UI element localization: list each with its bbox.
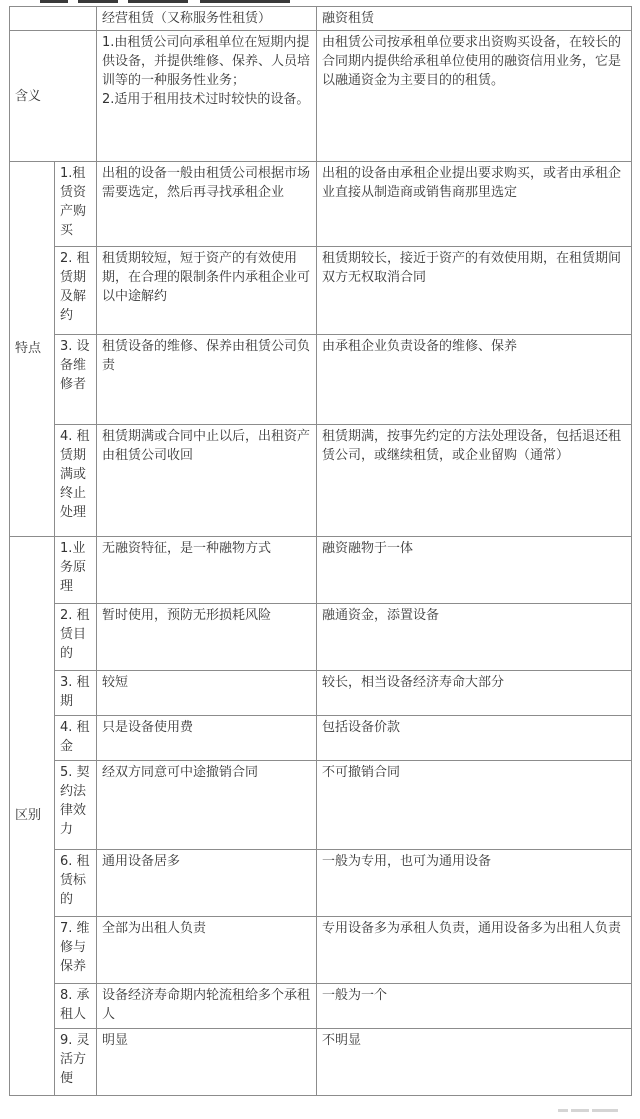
difference-label: 7. 维修与保养 (55, 916, 97, 983)
feature-finance-text: 租赁期较长，接近于资产的有效使用期，在租赁期间双方无权取消合同 (317, 247, 632, 335)
difference-label: 1.业务原理 (55, 536, 97, 603)
feature-label: 3. 设备维修者 (55, 334, 97, 424)
difference-operating-text: 较短 (97, 671, 317, 716)
header-finance-lease: 融资租赁 (317, 7, 632, 31)
difference-row (10, 603, 632, 670)
difference-label: 2. 租赁目的 (55, 603, 97, 670)
meaning-label: 含义 (10, 31, 97, 161)
faint-watermark (558, 1100, 628, 1110)
difference-finance-text: 一般为一个 (317, 983, 632, 1028)
difference-operating-text: 只是设备使用费 (97, 715, 317, 760)
feature-row (10, 247, 632, 335)
lease-comparison-table (9, 6, 632, 1096)
feature-operating-text: 出租的设备一般由租赁公司根据市场需要选定，然后再寻找承租企业 (97, 161, 317, 247)
difference-finance-text: 较长，相当设备经济寿命大部分 (317, 671, 632, 716)
difference-finance-text: 融资融物于一体 (317, 536, 632, 603)
feature-row (10, 334, 632, 424)
feature-operating-text: 租赁设备的维修、保养由租赁公司负责 (97, 334, 317, 424)
difference-operating-text: 暂时使用，预防无形损耗风险 (97, 603, 317, 670)
feature-label: 2. 租赁期及解约 (55, 247, 97, 335)
features-group-label: 特点 (10, 161, 55, 536)
feature-finance-text: 由承租企业负责设备的维修、保养 (317, 334, 632, 424)
difference-operating-text: 明显 (97, 1028, 317, 1095)
difference-row (10, 1028, 632, 1095)
difference-finance-text: 不明显 (317, 1028, 632, 1095)
feature-row (10, 161, 632, 247)
difference-row (10, 671, 632, 716)
difference-row (10, 715, 632, 760)
difference-finance-text: 一般为专用，也可为通用设备 (317, 850, 632, 916)
header-operating-lease: 经营租赁（又称服务性租赁） (97, 7, 317, 31)
difference-finance-text: 融通资金，添置设备 (317, 603, 632, 670)
difference-finance-text: 专用设备多为承租人负责，通用设备多为出租人负责 (317, 916, 632, 983)
meaning-finance-text: 由租赁公司按承租单位要求出资购买设备，在较长的合同期内提供给承租单位使用的融资信用业务，它是以融通资金为主要目的的租赁。 (317, 31, 632, 161)
feature-label: 1.租赁资产购买 (55, 161, 97, 247)
difference-finance-text: 不可撤销合同 (317, 760, 632, 850)
difference-label: 4. 租金 (55, 715, 97, 760)
feature-operating-text: 租赁期较短，短于资产的有效使用期，在合理的限制条件内承租企业可以中途解约 (97, 247, 317, 335)
difference-finance-text: 包括设备价款 (317, 715, 632, 760)
header-corner-cell (10, 7, 97, 31)
feature-finance-text: 租赁期满，按事先约定的方法处理设备，包括退还租赁公司，或继续租赁，或企业留购（通常） (317, 424, 632, 536)
difference-operating-text: 通用设备居多 (97, 850, 317, 916)
difference-row (10, 760, 632, 850)
difference-row (10, 916, 632, 983)
difference-row (10, 983, 632, 1028)
difference-label: 3. 租期 (55, 671, 97, 716)
difference-label: 5. 契约法律效力 (55, 760, 97, 850)
difference-row (10, 536, 632, 603)
difference-row (10, 850, 632, 916)
difference-label: 8. 承租人 (55, 983, 97, 1028)
feature-finance-text: 出租的设备由承租企业提出要求购买，或者由承租企业直接从制造商或销售商那里选定 (317, 161, 632, 247)
feature-operating-text: 租赁期满或合同中止以后，出租资产由租赁公司收回 (97, 424, 317, 536)
difference-operating-text: 无融资特征，是一种融物方式 (97, 536, 317, 603)
difference-operating-text: 经双方同意可中途撤销合同 (97, 760, 317, 850)
difference-label: 9. 灵活方便 (55, 1028, 97, 1095)
difference-label: 6. 租赁标的 (55, 850, 97, 916)
meaning-operating-text: 1.由租赁公司向承租单位在短期内提供设备，并提供维修、保养、人员培训等的一种服务性业务； 2.适用于租用技术过时较快的设备。 (97, 31, 317, 161)
difference-operating-text: 全部为出租人负责 (97, 916, 317, 983)
difference-operating-text: 设备经济寿命期内轮流租给多个承租人 (97, 983, 317, 1028)
feature-row (10, 424, 632, 536)
meaning-row (10, 31, 632, 161)
differences-group-label: 区别 (10, 536, 55, 1095)
feature-label: 4. 租赁期满或终止处理 (55, 424, 97, 536)
header-row (10, 7, 632, 31)
